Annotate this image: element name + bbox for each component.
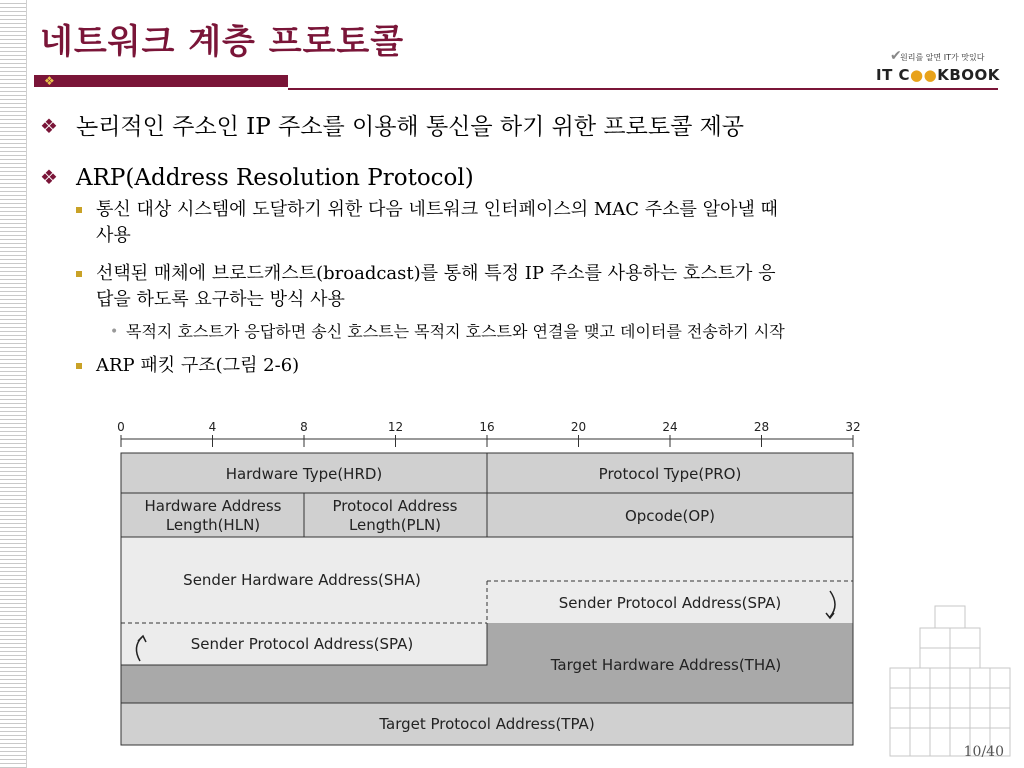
bullet-text: ARP(Address Resolution Protocol) — [76, 165, 474, 191]
bullet-list — [40, 112, 995, 391]
sub-sub-bullet-item — [40, 321, 995, 343]
sub-bullet-item — [40, 353, 995, 379]
square-bullet-icon — [76, 363, 82, 369]
field-spa-left-label: Sender Protocol Address(SPA) — [190, 635, 414, 653]
sub-bullet-text: 통신 대상 시스템에 도달하기 위한 다음 네트워크 인터페이스의 MAC 주소를 알아낼 때 — [96, 199, 778, 220]
sub-bullet-text-cont: 사용 — [96, 225, 131, 246]
sub-bullet-text: ARP 패킷 구조(그림 2-6) — [96, 355, 300, 376]
field-pln-label-line2: Length(PLN) — [348, 516, 442, 534]
title-rule-line — [288, 88, 998, 90]
square-bullet-icon — [76, 271, 82, 277]
ruler-tick-label: 4 — [208, 420, 217, 434]
diamond-ornament-icon: ❖ — [44, 74, 55, 88]
slide-title: 네트워크 계층 프로토콜 — [40, 22, 405, 62]
square-bullet-icon — [76, 207, 82, 213]
title-rule-bar — [34, 75, 288, 87]
diamond-bullet-icon: ❖ — [40, 114, 58, 138]
field-pro-label: Protocol Type(PRO) — [598, 465, 742, 483]
diamond-bullet-icon: ❖ — [40, 165, 58, 189]
logo-brand-dots: ●● — [910, 66, 938, 84]
ruler-tick-label: 8 — [300, 420, 308, 434]
it-cookbook-logo — [872, 50, 1002, 88]
building-watermark-icon — [880, 598, 1020, 758]
ruler-tick-label: 32 — [845, 420, 861, 434]
field-tha-label: Target Hardware Address(THA) — [550, 656, 782, 674]
logo-brand — [876, 66, 1000, 84]
field-pln-label: Protocol Address — [332, 497, 458, 515]
sub-bullet-text-cont: 답을 하도록 요구하는 방식 사용 — [96, 289, 345, 310]
bullet-item — [40, 163, 995, 193]
ruler-tick-label: 20 — [570, 420, 587, 434]
bullet-item — [40, 112, 995, 142]
checkmark-icon: ✔ — [890, 48, 902, 64]
sub-bullet-text: 선택된 매체에 브로드캐스트(broadcast)를 통해 특정 IP 주소를 사용하는 호스트가 응 — [96, 263, 776, 284]
field-spa-right-label: Sender Protocol Address(SPA) — [558, 594, 782, 612]
page-number: 10/40 — [963, 744, 1004, 760]
arp-packet-diagram — [0, 415, 1024, 759]
logo-brand-prefix: IT C — [876, 66, 911, 84]
ruler-tick-label: 16 — [479, 420, 495, 434]
ruler-tick-label: 12 — [387, 420, 404, 434]
sub-bullet-item — [40, 261, 995, 313]
ruler-tick-label: 24 — [662, 420, 678, 434]
arp-packet-svg — [0, 415, 1024, 755]
field-hrd-label: Hardware Type(HRD) — [225, 465, 383, 483]
bullet-text: 논리적인 주소인 IP 주소를 이용해 통신을 하기 위한 프로토콜 제공 — [76, 114, 745, 140]
field-tpa-label: Target Protocol Address(TPA) — [379, 715, 595, 733]
bit-ruler — [117, 420, 860, 447]
sub-bullet-item — [40, 197, 995, 249]
field-op-label: Opcode(OP) — [624, 507, 716, 525]
ruler-tick-label: 28 — [753, 420, 770, 434]
field-hln-label: Hardware Address — [144, 497, 282, 515]
logo-tagline: 원리를 알면 IT가 맛있다 — [900, 53, 985, 62]
ruler-tick-label: 0 — [117, 420, 125, 434]
sub-sub-bullet-text: 목적지 호스트가 응답하면 송신 호스트는 목적지 호스트와 연결을 맺고 데이터를 전송하기 시작 — [126, 322, 785, 341]
field-sha-label: Sender Hardware Address(SHA) — [183, 571, 421, 589]
ruler-ticks — [117, 420, 860, 447]
dot-bullet-icon: • — [110, 324, 119, 340]
field-hln-label-line2: Length(HLN) — [165, 516, 261, 534]
logo-brand-suffix: KBOOK — [937, 66, 1000, 84]
